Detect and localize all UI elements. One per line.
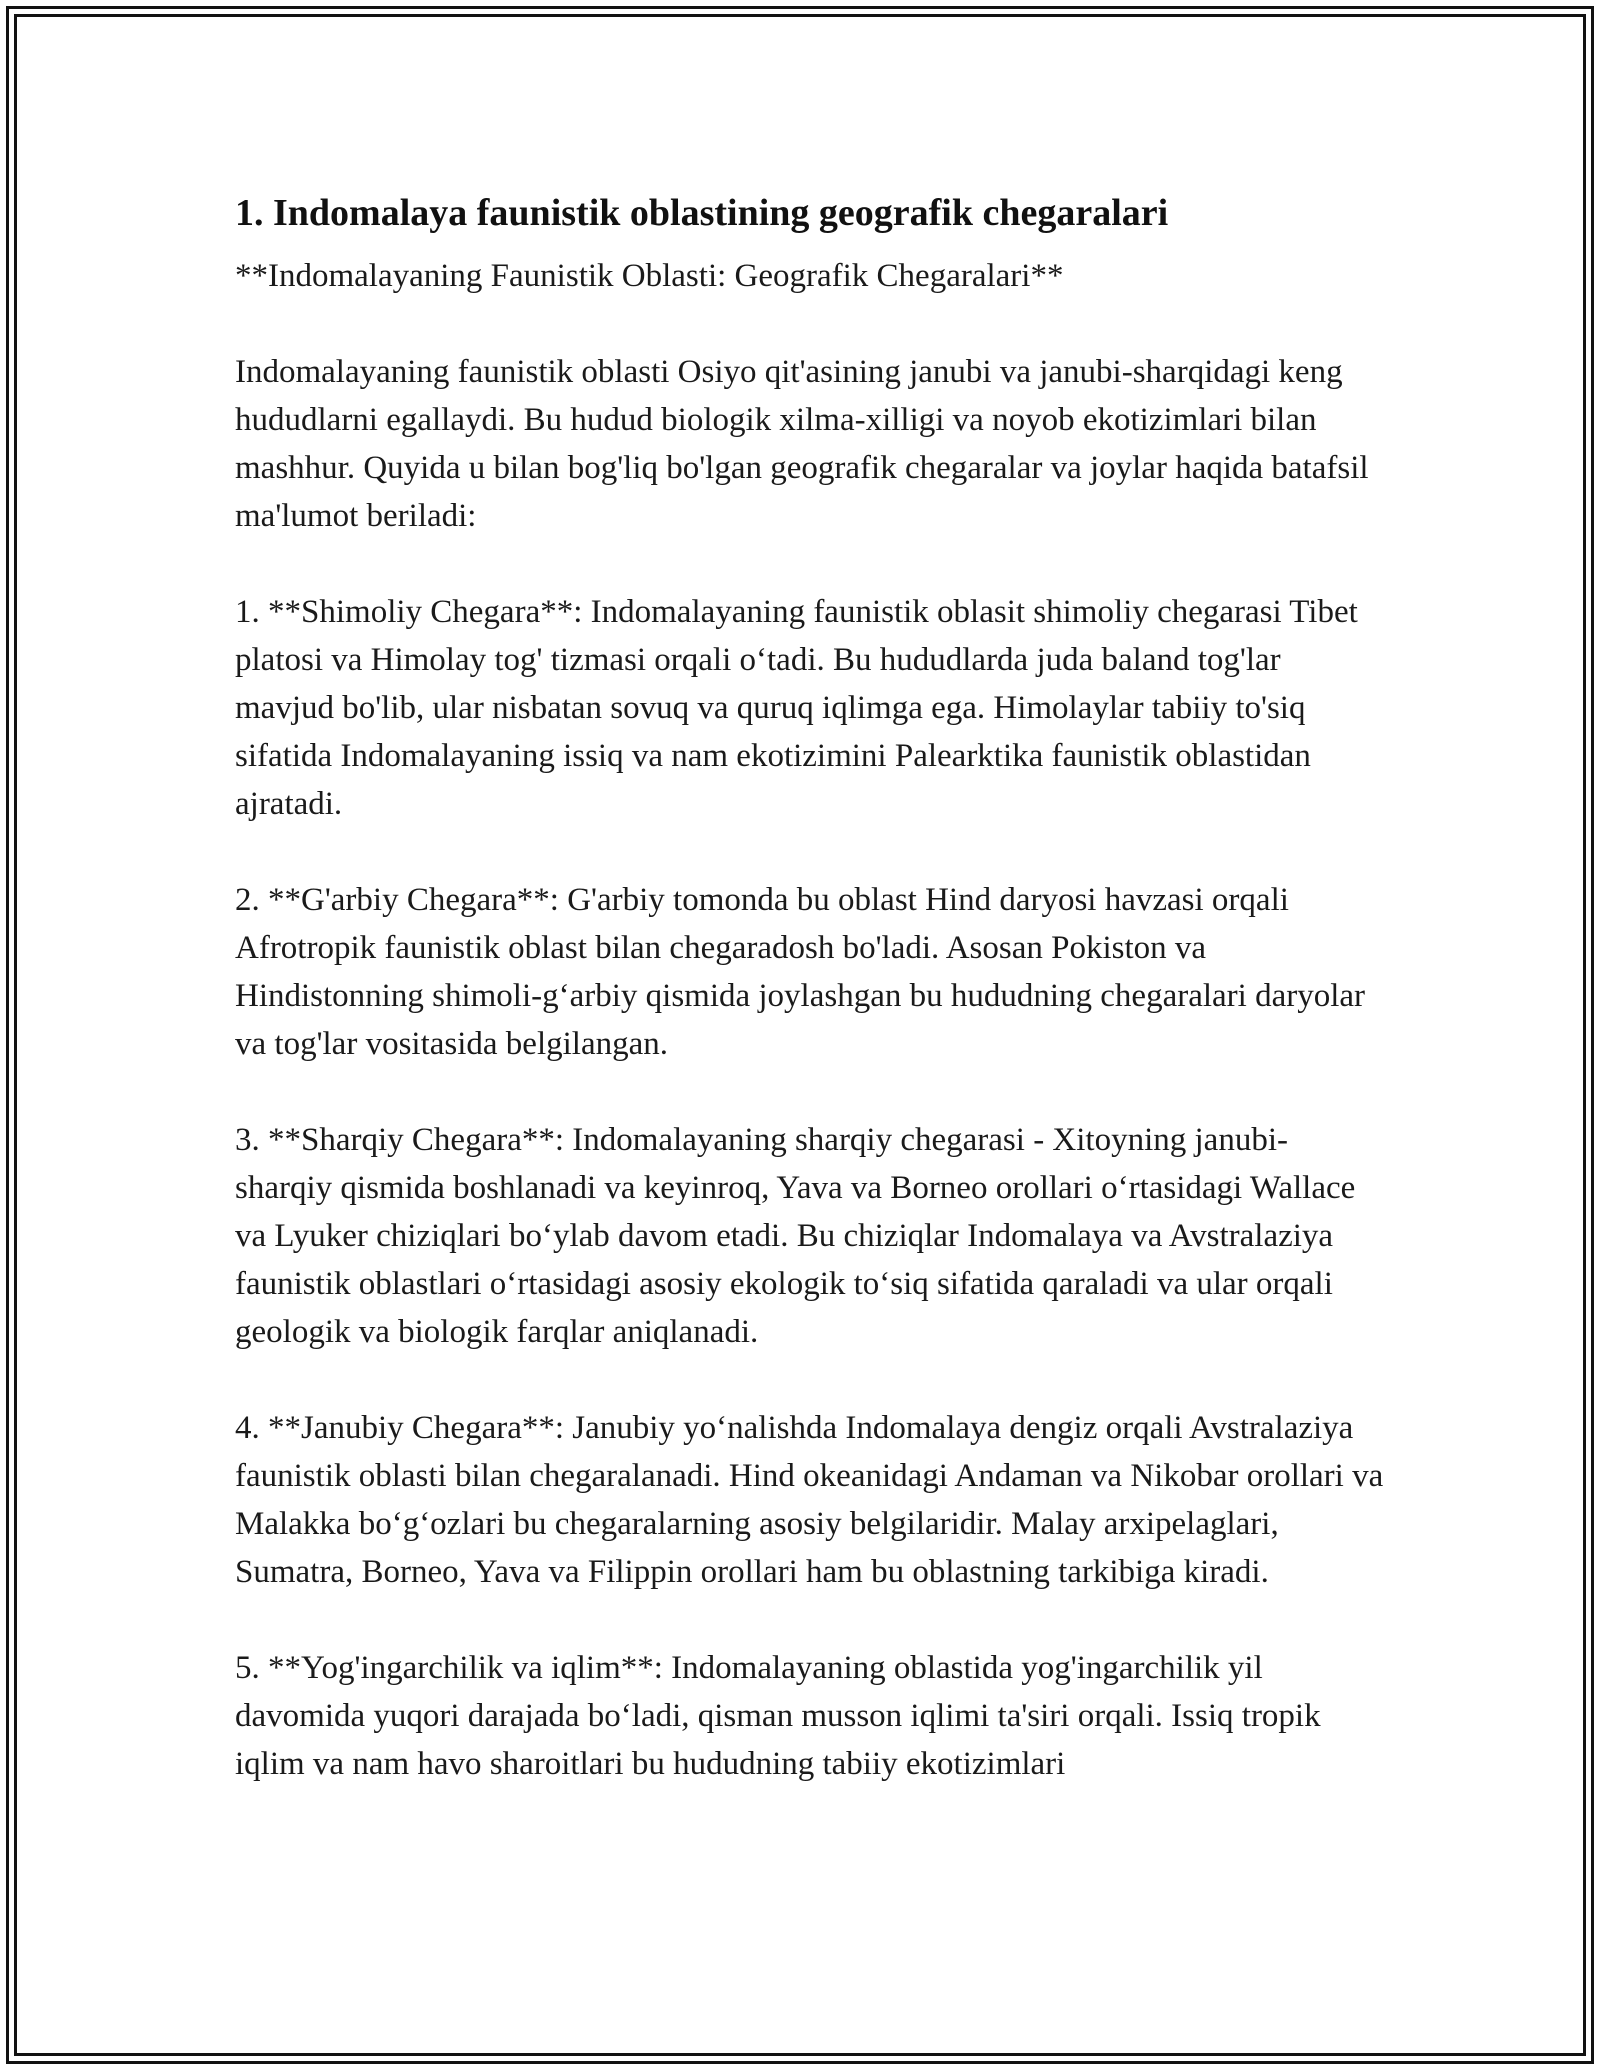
intro-paragraph: Indomalayaning faunistik oblasti Osiyo qit'asining janubi va janubi-sharqidagi keng hududlarni egallaydi. Bu hudud biologik xilma-xilligi va noyob ekotizimlari bilan mashhur. Quyida u bilan bog'liq bo'lgan geografik chegaralar va joylar haqida batafsil ma'lumot beriladi: bbox=[235, 354, 1369, 534]
section-east-border: 3. **Sharqiy Chegara**: Indomalayaning sharqiy chegarasi - Xitoyning janubi-sharqiy qismida boshlanadi va keyinroq, Yava va Borneo orollari oʻrtasidagi Wallace va Lyuker chiziqlari boʻylab davom etadi. Bu chiziqlar Indomalaya va Avstralaziya faunistik oblastlari oʻrtasidagi asosiy ekologik toʻsiq sifatida qaraladi va ular orqali geologik va biologik farqlar aniqlanadi. bbox=[235, 1122, 1356, 1350]
section-south-border: 4. **Janubiy Chegara**: Janubiy yoʻnalishda Indomalaya dengiz orqali Avstralaziya faunistik oblasti bilan chegaralanadi. Hind okeanidagi Andaman va Nikobar orollari va Malakka boʻgʻozlari bu chegaralarning asosiy belgilaridir. Malay arxipelaglari, Sumatra, Borneo, Yava va Filippin orollari ham bu oblastning tarkibiga kiradi. bbox=[235, 1410, 1384, 1590]
section-north-border: 1. **Shimoliy Chegara**: Indomalayaning faunistik oblasit shimoliy chegarasi Tibet platosi va Himolay tog' tizmasi orqali oʻtadi. Bu hududlarda juda baland tog'lar mavjud bo'lib, ular nisbatan sovuq va quruq iqlimga ega. Himolaylar tabiiy to'siq sifatida Indomalayaning issiq va nam ekotizimini Palearktika faunistik oblastidan ajratadi. bbox=[235, 594, 1358, 822]
section-west-border: 2. **G'arbiy Chegara**: G'arbiy tomonda bu oblast Hind daryosi havzasi orqali Afrotropik faunistik oblast bilan chegaradosh bo'ladi. Asosan Pokiston va Hindistonning shimoli-gʻarbiy qismida joylashgan bu hududning chegaralari daryolar va tog'lar vositasida belgilangan. bbox=[235, 882, 1366, 1062]
document-subtitle: **Indomalayaning Faunistik Oblasti: Geografik Chegaralari** bbox=[235, 258, 1064, 294]
document-heading: 1. Indomalaya faunistik oblastining geografik chegaralari bbox=[235, 192, 1169, 234]
document-body bbox=[235, 186, 1385, 1836]
section-climate: 5. **Yog'ingarchilik va iqlim**: Indomalayaning oblastida yog'ingarchilik yil davomida yuqori darajada boʻladi, qisman musson iqlimi ta'siri orqali. Issiq tropik iqlim va nam havo sharoitlari bu hududning tabiiy ekotizimlari bbox=[235, 1650, 1321, 1782]
